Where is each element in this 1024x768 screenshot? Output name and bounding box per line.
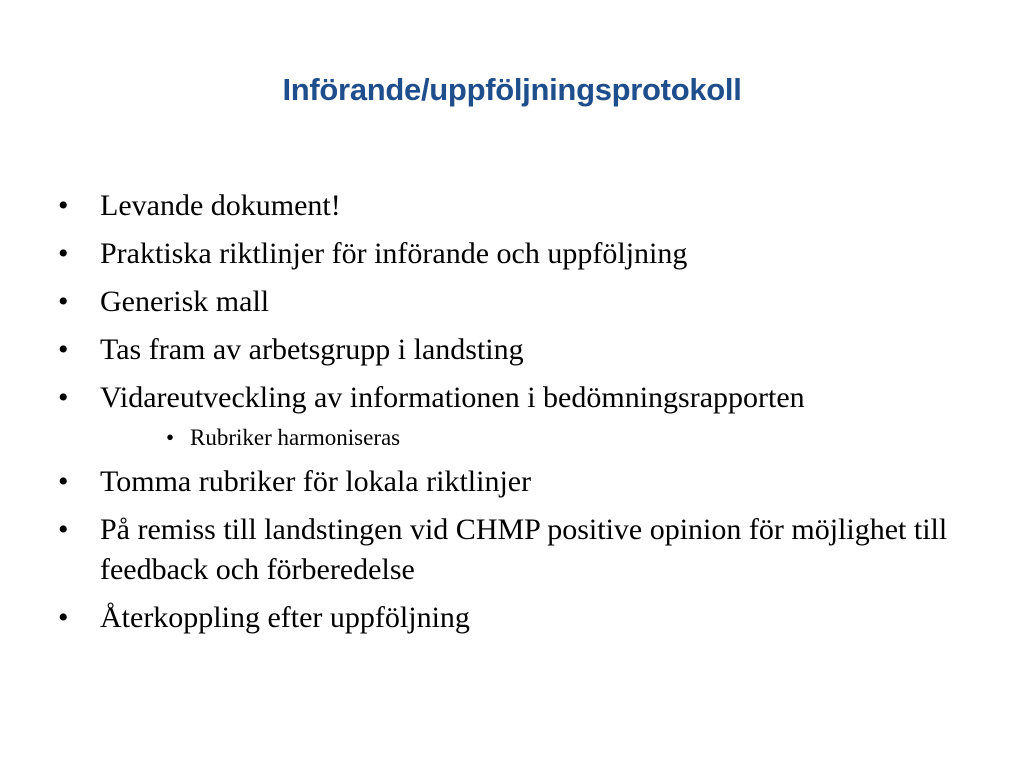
bullet-marker: • — [58, 285, 69, 318]
bullet-item — [56, 598, 976, 638]
bullet-text: Generisk mall — [100, 285, 270, 318]
bullet-item — [56, 186, 976, 226]
bullet-marker: • — [58, 333, 69, 366]
sub-bullet-marker: • — [166, 425, 175, 450]
bullet-list — [56, 186, 976, 646]
bullet-item — [56, 330, 976, 370]
bullet-text: Levande dokument! — [100, 189, 341, 222]
bullet-marker: • — [58, 237, 69, 270]
bullet-item — [56, 234, 976, 274]
bullet-item — [56, 462, 976, 502]
bullet-marker: • — [58, 189, 69, 222]
bullet-text: Tomma rubriker för lokala riktlinjer — [100, 465, 532, 498]
bullet-text: Återkoppling efter uppföljning — [100, 601, 470, 634]
bullet-text: Tas fram av arbetsgrupp i landsting — [100, 333, 524, 366]
bullet-marker: • — [58, 381, 69, 414]
sub-bullet-text: Rubriker harmoniseras — [190, 425, 401, 450]
bullet-item — [56, 510, 976, 590]
bullet-item — [56, 378, 976, 418]
bullet-text: Praktiska riktlinjer för införande och uppföljning — [100, 237, 688, 270]
bullet-marker: • — [58, 601, 69, 634]
slide-title: Införande/uppföljningsprotokoll — [282, 72, 742, 107]
sub-bullet-item — [56, 422, 976, 454]
bullet-text: På remiss till landstingen vid CHMP positive opinion för möjlighet till feedback och förberedelse — [100, 513, 948, 586]
bullet-marker: • — [58, 513, 69, 546]
bullet-marker: • — [58, 465, 69, 498]
bullet-text: Vidareutveckling av informationen i bedömningsrapporten — [100, 381, 805, 414]
bullet-item — [56, 282, 976, 322]
